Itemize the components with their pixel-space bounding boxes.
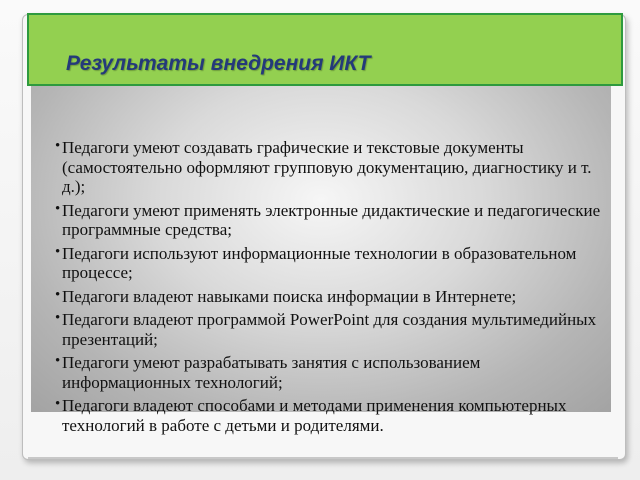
bullet-list [55,138,611,439]
bullet-item: • Педагоги владеют программой PowerPoint для создания мультимедийных презентаций; [55,310,611,349]
bullet-item: • Педагоги умеют создавать графические и текстовые документы (самостоятельно оформляют групповую документацию, диагностику и т. д.); [55,138,611,197]
bottom-divider [28,457,618,459]
bullet-item: • Педагоги умеют разрабатывать занятия с использованием информационных технологий; [55,353,611,392]
slide-title: Результаты внедрения ИКТ [66,52,371,75]
bullet-item: • Педагоги владеют способами и методами применения компьютерных технологий в работе с детьми и родителями. [55,396,611,435]
bullet-item: • Педагоги умеют применять электронные дидактические и педагогические программные средства; [55,201,611,240]
bullet-item: • Педагоги владеют навыками поиска информации в Интернете; [55,287,611,307]
bullet-item: • Педагоги используют информационные технологии в образовательном процессе; [55,244,611,283]
